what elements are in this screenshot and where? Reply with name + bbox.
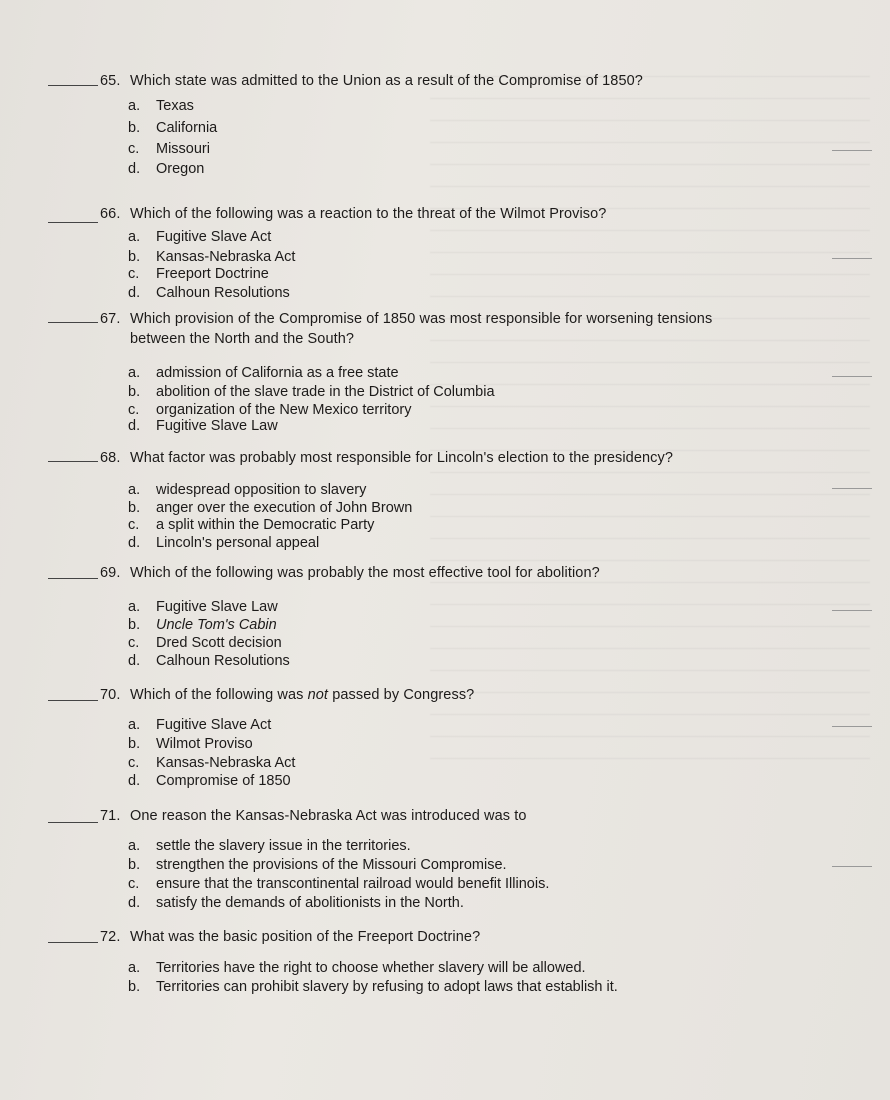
choice-b: b. strengthen the provisions of the Missouri Compromise.: [128, 857, 507, 873]
choice-c: c. ensure that the transcontinental railroad would benefit Illinois.: [128, 876, 550, 892]
choice-a: a. Fugitive Slave Act: [128, 229, 272, 245]
side-blank: [832, 376, 872, 377]
question-text: 70. Which of the following was not passed by Congress?: [100, 687, 475, 703]
choice-a: a. Texas: [128, 98, 194, 114]
side-blank: [832, 610, 872, 611]
choice-b: b. Wilmot Proviso: [128, 736, 253, 752]
question-text: 68. What factor was probably most responsible for Lincoln's election to the presidency?: [100, 450, 674, 466]
question-text: 65. Which state was admitted to the Union as a result of the Compromise of 1850?: [100, 73, 643, 89]
choice-c: c. a split within the Democratic Party: [128, 517, 375, 533]
choice-a: a. admission of California as a free state: [128, 365, 399, 381]
choice-a: a. Territories have the right to choose whether slavery will be allowed.: [128, 960, 586, 976]
question-text: 71. One reason the Kansas-Nebraska Act was introduced was to: [100, 808, 527, 824]
choice-d: d. Calhoun Resolutions: [128, 285, 290, 301]
choice-a: a. Fugitive Slave Law: [128, 599, 278, 615]
answer-blank-65[interactable]: [48, 85, 98, 86]
answer-blank-72[interactable]: [48, 942, 98, 943]
question-number: 65.: [100, 73, 121, 89]
question-number: 68.: [100, 450, 121, 466]
side-blank: [832, 488, 872, 489]
question-number: 66.: [100, 206, 121, 222]
question-text-line-2: between the North and the South?: [130, 331, 355, 347]
bleed-through-text: [430, 60, 870, 780]
choice-b: b. California: [128, 120, 218, 136]
choice-c: c. organization of the New Mexico territory: [128, 402, 412, 418]
choice-d: d. Calhoun Resolutions: [128, 653, 290, 669]
choice-b: b. abolition of the slave trade in the District of Columbia: [128, 384, 495, 400]
answer-blank-68[interactable]: [48, 461, 98, 462]
question-text: 67. Which provision of the Compromise of 1850 was most responsible for worsening tensions: [100, 311, 713, 327]
answer-blank-66[interactable]: [48, 222, 98, 223]
choice-d: d. Lincoln's personal appeal: [128, 535, 320, 551]
answer-blank-67[interactable]: [48, 322, 98, 323]
side-blank: [832, 726, 872, 727]
question-text: 72. What was the basic position of the Freeport Doctrine?: [100, 929, 481, 945]
question-text: 66. Which of the following was a reaction to the threat of the Wilmot Proviso?: [100, 206, 607, 222]
side-blank: [832, 866, 872, 867]
question-text: 69. Which of the following was probably the most effective tool for abolition?: [100, 565, 600, 581]
choice-d: d. satisfy the demands of abolitionists in the North.: [128, 895, 464, 911]
choice-a: a. Fugitive Slave Act: [128, 717, 272, 733]
choice-b: b. anger over the execution of John Brown: [128, 500, 413, 516]
question-number: 71.: [100, 808, 121, 824]
question-number: 67.: [100, 311, 121, 327]
choice-b: b. Kansas-Nebraska Act: [128, 249, 296, 265]
choice-c: c. Missouri: [128, 141, 210, 157]
question-number: 72.: [100, 929, 121, 945]
choice-c: c. Kansas-Nebraska Act: [128, 755, 296, 771]
choice-b: b. Territories can prohibit slavery by refusing to adopt laws that establish it.: [128, 979, 618, 995]
answer-blank-69[interactable]: [48, 578, 98, 579]
question-number: 69.: [100, 565, 121, 581]
choice-d: d. Compromise of 1850: [128, 773, 291, 789]
choice-c: c. Dred Scott decision: [128, 635, 282, 651]
answer-blank-71[interactable]: [48, 822, 98, 823]
choice-a: a. widespread opposition to slavery: [128, 482, 367, 498]
answer-blank-70[interactable]: [48, 700, 98, 701]
choice-a: a. settle the slavery issue in the territories.: [128, 838, 411, 854]
choice-c: c. Freeport Doctrine: [128, 266, 269, 282]
side-blank: [832, 150, 872, 151]
choice-d: d. Fugitive Slave Law: [128, 418, 278, 434]
side-blank: [832, 258, 872, 259]
question-number: 70.: [100, 687, 121, 703]
choice-b: b. Uncle Tom's Cabin: [128, 617, 277, 633]
choice-d: d. Oregon: [128, 161, 205, 177]
